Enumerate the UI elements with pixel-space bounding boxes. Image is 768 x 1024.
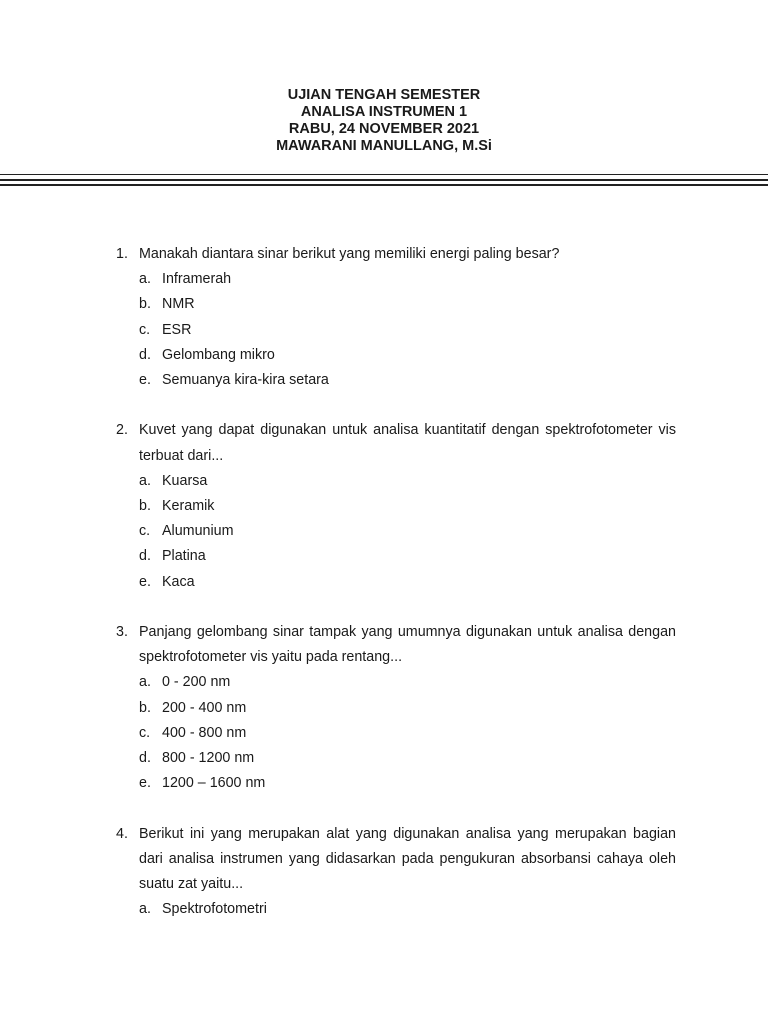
option-item	[139, 696, 676, 721]
header-divider	[0, 174, 768, 186]
course-name: ANALISA INSTRUMEN 1	[300, 104, 468, 120]
option-item	[139, 368, 676, 393]
option-text: Spektrofotometri	[162, 901, 267, 918]
option-letter: b.	[139, 296, 151, 313]
option-text: NMR	[162, 296, 195, 313]
question-2	[116, 418, 676, 594]
option-text: Platina	[162, 548, 206, 565]
question-number: 3.	[116, 624, 128, 641]
option-letter: a.	[139, 472, 151, 489]
question-text: Kuvet yang dapat digunakan untuk analisa kuantitatif dengan spektrofotometer vis terbuat dari...	[139, 422, 676, 464]
option-text: Kaca	[162, 573, 195, 590]
option-item	[139, 746, 676, 771]
divider-line-thin-top	[0, 174, 768, 175]
option-text: Inframerah	[162, 271, 232, 288]
option-letter: b.	[139, 699, 151, 716]
option-item	[139, 897, 676, 922]
option-letter: a.	[139, 271, 151, 288]
exam-title: UJIAN TENGAH SEMESTER	[287, 87, 481, 103]
divider-line-thick	[0, 179, 768, 181]
question-number: 2.	[116, 422, 128, 439]
option-text: 800 - 1200 nm	[162, 750, 255, 767]
option-text: 0 - 200 nm	[162, 674, 231, 691]
divider-line-thin-bottom	[0, 184, 768, 185]
option-letter: d.	[139, 750, 151, 767]
option-letter: c.	[139, 523, 151, 540]
question-number: 4.	[116, 825, 128, 842]
option-letter: e.	[139, 573, 151, 590]
option-letter: d.	[139, 346, 151, 363]
question-3	[116, 620, 676, 796]
option-text: Alumunium	[162, 523, 234, 540]
option-item	[139, 267, 676, 292]
option-item	[139, 721, 676, 746]
option-text: Keramik	[162, 498, 215, 515]
question-4	[116, 822, 676, 923]
exam-date: RABU, 24 NOVEMBER 2021	[288, 121, 480, 137]
question-text: Berikut ini yang merupakan alat yang digunakan analisa yang merupakan bagian dari analisa instrumen yang didasarkan pada pengukuran absorbansi cahaya oleh suatu zat yaitu...	[139, 825, 676, 893]
option-item	[139, 494, 676, 519]
option-text: Gelombang mikro	[162, 346, 275, 363]
option-item	[139, 570, 676, 595]
question-text: Panjang gelombang sinar tampak yang umumnya digunakan untuk analisa dengan spektrofotometer vis yaitu pada rentang...	[139, 624, 676, 666]
lecturer-name: MAWARANI MANULLANG, M.Si	[276, 138, 492, 154]
option-item	[139, 771, 676, 796]
option-letter: d.	[139, 548, 151, 565]
option-letter: c.	[139, 321, 151, 338]
option-letter: a.	[139, 674, 151, 691]
question-text: Manakah diantara sinar berikut yang memiliki energi paling besar?	[139, 246, 560, 262]
question-1	[116, 242, 676, 393]
option-letter: b.	[139, 498, 151, 515]
option-item	[139, 544, 676, 569]
option-item	[139, 343, 676, 368]
option-text: 400 - 800 nm	[162, 724, 247, 741]
option-letter: a.	[139, 901, 151, 918]
option-text: 1200 – 1600 nm	[162, 775, 266, 792]
exam-header	[0, 87, 768, 155]
question-list	[116, 242, 676, 948]
option-letter: e.	[139, 372, 151, 389]
option-letter: e.	[139, 775, 151, 792]
option-text: Semuanya kira-kira setara	[162, 372, 329, 389]
option-letter: c.	[139, 724, 151, 741]
option-text: ESR	[162, 321, 192, 338]
option-text: 200 - 400 nm	[162, 699, 247, 716]
option-item	[139, 318, 676, 343]
option-item	[139, 292, 676, 317]
option-item	[139, 519, 676, 544]
option-text: Kuarsa	[162, 472, 208, 489]
option-item	[139, 469, 676, 494]
option-item	[139, 670, 676, 695]
question-number: 1.	[116, 246, 128, 262]
